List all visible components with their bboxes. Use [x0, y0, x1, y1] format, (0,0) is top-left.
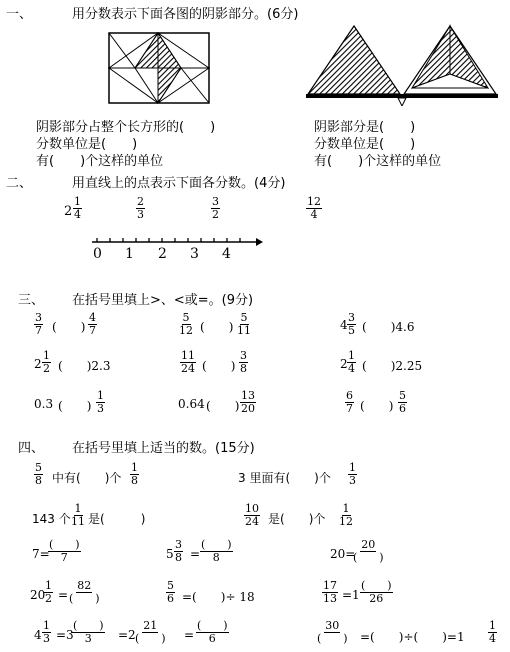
compare-blank[interactable]: ( )4.6: [362, 320, 415, 334]
section3-number: 三、: [18, 293, 45, 308]
left-triangle: [308, 26, 400, 94]
fraction: $\frac{1}{8}$: [131, 461, 138, 487]
compare-blank[interactable]: ( )2.3: [58, 359, 111, 373]
axis-label: 0: [93, 246, 102, 262]
mixed-whole: 5: [166, 547, 174, 561]
fraction: $\frac{5}{11}$: [237, 311, 251, 337]
fraction: $\frac{1}{4}$: [74, 195, 81, 221]
s1-left-q2: 分数单位是( ): [36, 137, 138, 152]
fill-text[interactable]: =( )÷ 18: [182, 590, 255, 604]
section2-title: 用直线上的点表示下面各分数。(4分): [72, 176, 286, 191]
s1-left-q1: 阴影部分占整个长方形的( ): [36, 120, 216, 135]
fraction: $\frac{3}{2}$: [212, 195, 219, 221]
axis-label: 4: [222, 246, 231, 262]
compare-blank[interactable]: ( ): [58, 399, 92, 413]
value-text: 0.64: [178, 397, 205, 411]
axis-label: 2: [158, 246, 167, 262]
s1-right-q3: 有( )个这样的单位: [314, 154, 442, 169]
fraction: $\frac{1}{2}$: [45, 579, 52, 605]
compare-blank[interactable]: ( )2.25: [362, 359, 423, 373]
value-text: 0.3: [34, 397, 54, 411]
fill-text[interactable]: 中有( )个: [52, 471, 122, 485]
equals: =2: [118, 628, 136, 642]
section3-title: 在括号里填上>、<或=。(9分): [72, 293, 254, 308]
compare-blank[interactable]: ( ): [52, 320, 86, 334]
value-text: 143 个: [32, 512, 71, 526]
s1-left-q3: 有( )个这样的单位: [36, 154, 164, 169]
triangles-figure: [306, 22, 498, 106]
number-line: [88, 236, 264, 250]
fill-text[interactable]: 是( ): [88, 512, 146, 526]
mixed-whole: 4: [34, 628, 42, 642]
section4-number: 四、: [18, 441, 45, 456]
mixed-whole: 4: [340, 318, 348, 332]
fraction-blank[interactable]: ( ) 8: [201, 538, 232, 564]
section2-number: 二、: [6, 176, 33, 191]
fraction: $\frac{3}{5}$: [348, 311, 355, 337]
s1-right-q1: 阴影部分是( ): [314, 120, 416, 135]
section1-number: 一、: [6, 7, 33, 22]
fraction: $\frac{12}{4}$: [307, 195, 321, 221]
equals: =: [184, 628, 195, 642]
fraction: $\frac{4}{7}$: [89, 311, 96, 337]
fraction-blank[interactable]: ( ) 7: [49, 538, 80, 564]
equals: =3: [56, 628, 74, 642]
frac-whole: 2: [64, 204, 73, 219]
value-text: 7=: [32, 547, 50, 561]
fraction: $\frac{2}{3}$: [137, 195, 144, 221]
compare-blank[interactable]: ( ): [206, 399, 240, 413]
fraction: $\frac{1}{3}$: [349, 461, 356, 487]
fraction: $\frac{1}{3}$: [43, 619, 50, 645]
value-text: 20=: [330, 547, 356, 561]
axis-label: 1: [125, 246, 134, 262]
fill-text[interactable]: 3 里面有( )个: [238, 471, 331, 485]
rectangle-figure: [108, 32, 210, 104]
fraction: $\frac{5}{6}$: [167, 579, 174, 605]
fraction: $\frac{5}{8}$: [35, 461, 42, 487]
fraction: $\frac{1}{4}$: [489, 619, 496, 645]
fraction: $\frac{3}{8}$: [240, 349, 247, 375]
axis-label: 3: [190, 246, 199, 262]
mixed-whole: 2: [340, 357, 348, 371]
fraction-blank[interactable]: 82 ( ): [69, 579, 100, 605]
fraction: 30 ( ): [317, 619, 348, 645]
fraction: $\frac{17}{13}$: [323, 579, 337, 605]
fraction: $\frac{1}{2}$: [43, 349, 50, 375]
fraction: $\frac{1}{3}$: [97, 389, 104, 415]
section1-title: 用分数表示下面各图的阴影部分。(6分): [72, 7, 299, 22]
fraction: $\frac{6}{7}$: [346, 389, 353, 415]
section4-title: 在括号里填上适当的数。(15分): [72, 441, 255, 456]
fraction: $\frac{11}{24}$: [181, 349, 195, 375]
fraction: $\frac{5}{12}$: [179, 311, 193, 337]
fraction: $\frac{3}{7}$: [35, 311, 42, 337]
compare-blank[interactable]: ( ): [200, 320, 234, 334]
fraction-blank[interactable]: ( ) 26: [361, 579, 392, 605]
mixed-whole: 2: [34, 357, 42, 371]
fraction: $\frac{13}{20}$: [241, 389, 255, 415]
mixed-whole: 20: [30, 588, 46, 602]
equals: =: [58, 588, 69, 602]
fill-text[interactable]: 是( )个: [268, 512, 326, 526]
fraction: $\frac{10}{24}$: [245, 502, 259, 528]
fraction: $\frac{3}{8}$: [175, 538, 182, 564]
fraction-blank[interactable]: ( ) 3: [73, 619, 104, 645]
fraction: $\frac{1}{4}$: [348, 349, 355, 375]
fraction: $\frac{5}{6}$: [399, 389, 406, 415]
fill-text[interactable]: =( )÷( )=1: [360, 630, 465, 644]
s1-right-q2: 分数单位是( ): [314, 137, 416, 152]
fraction-blank[interactable]: ( ) 6: [197, 619, 228, 645]
fraction-blank[interactable]: 20 ( ): [353, 538, 384, 564]
fraction: $\frac{1}{12}$: [339, 502, 353, 528]
equals: =1: [342, 588, 360, 602]
fraction: $\frac{1}{11}$: [71, 502, 85, 528]
compare-blank[interactable]: ( ): [360, 399, 394, 413]
fraction-blank[interactable]: 21 ( ): [135, 619, 166, 645]
compare-blank[interactable]: ( ): [202, 359, 236, 373]
equals: =: [190, 547, 201, 561]
